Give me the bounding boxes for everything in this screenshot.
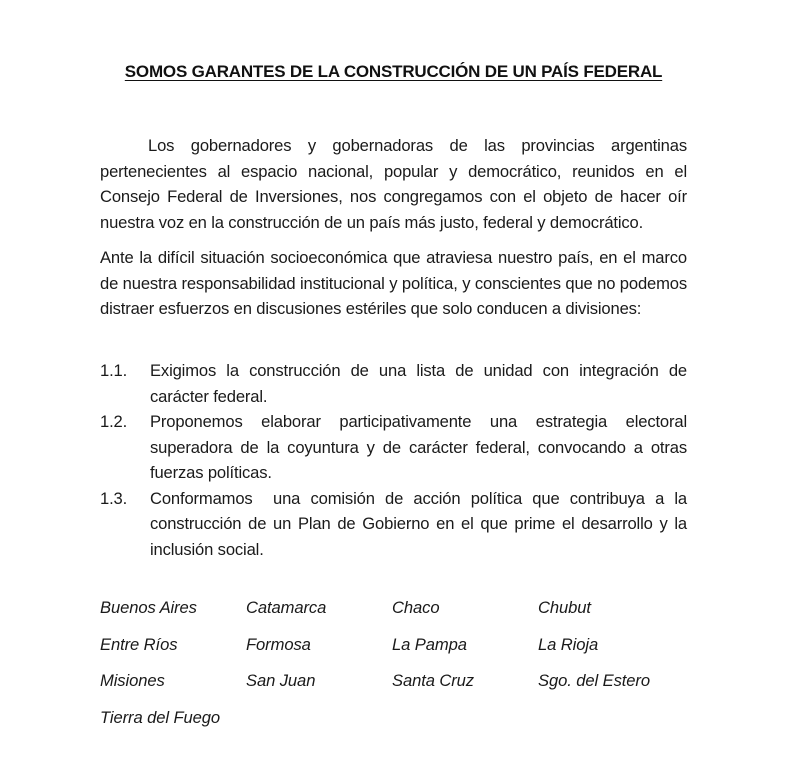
demands-list — [100, 358, 692, 562]
list-item — [100, 409, 687, 486]
province-name: La Rioja — [538, 634, 599, 654]
list-item-number: 1.1. — [100, 361, 128, 380]
province-name: Sgo. del Estero — [538, 671, 650, 690]
province-name: Misiones — [100, 671, 165, 690]
province-name: Catamarca — [246, 598, 327, 617]
list-item-text: Proponemos elaborar participativamente una estrategia electoral superadora de la coyuntura y de carácter federal, convocando a otras fuerzas políticas. — [150, 412, 687, 482]
paragraph-intro: Los gobernadores y gobernadoras de las provincias argentinas pertenecientes al espacio nacional, popular y democrático, reunidos en el Consejo Federal de Inversiones, nos congregamos con el objeto de hacer oír nuestra voz en la construcción de un país más justo, federal y democrático. — [100, 136, 687, 232]
list-item-text: Exigimos la construcción de una lista de unidad con integración de carácter federal. — [150, 361, 687, 406]
province-name: Chubut — [538, 598, 591, 617]
province-name: Tierra del Fuego — [100, 707, 221, 727]
list-item-text: Conformamos una comisión de acción política que contribuya a la construcción de un Plan de Gobierno en el que prime el desarrollo y la inclusión social. — [150, 488, 692, 559]
province-name: Entre Ríos — [100, 634, 178, 654]
province-name: Chaco — [392, 598, 440, 617]
list-item — [100, 358, 687, 409]
signatory-provinces — [100, 598, 700, 744]
province-name: Santa Cruz — [392, 671, 475, 690]
province-name: La Pampa — [392, 634, 467, 654]
list-item — [100, 486, 692, 563]
list-item-number: 1.2. — [100, 412, 128, 431]
province-name: Formosa — [246, 634, 311, 654]
province-name: San Juan — [246, 671, 316, 690]
province-name: Buenos Aires — [100, 598, 197, 617]
list-item-number: 1.3. — [100, 488, 128, 508]
document-title: SOMOS GARANTES DE LA CONSTRUCCIÓN DE UN PAÍS FEDERAL — [124, 62, 663, 81]
paragraph-context: Ante la difícil situación socioeconómica que atraviesa nuestro país, en el marco de nuestra responsabilidad institucional y política, y conscientes que no podemos distraer esfuerzos en discusiones estériles que solo conducen a divisiones: — [100, 248, 687, 318]
